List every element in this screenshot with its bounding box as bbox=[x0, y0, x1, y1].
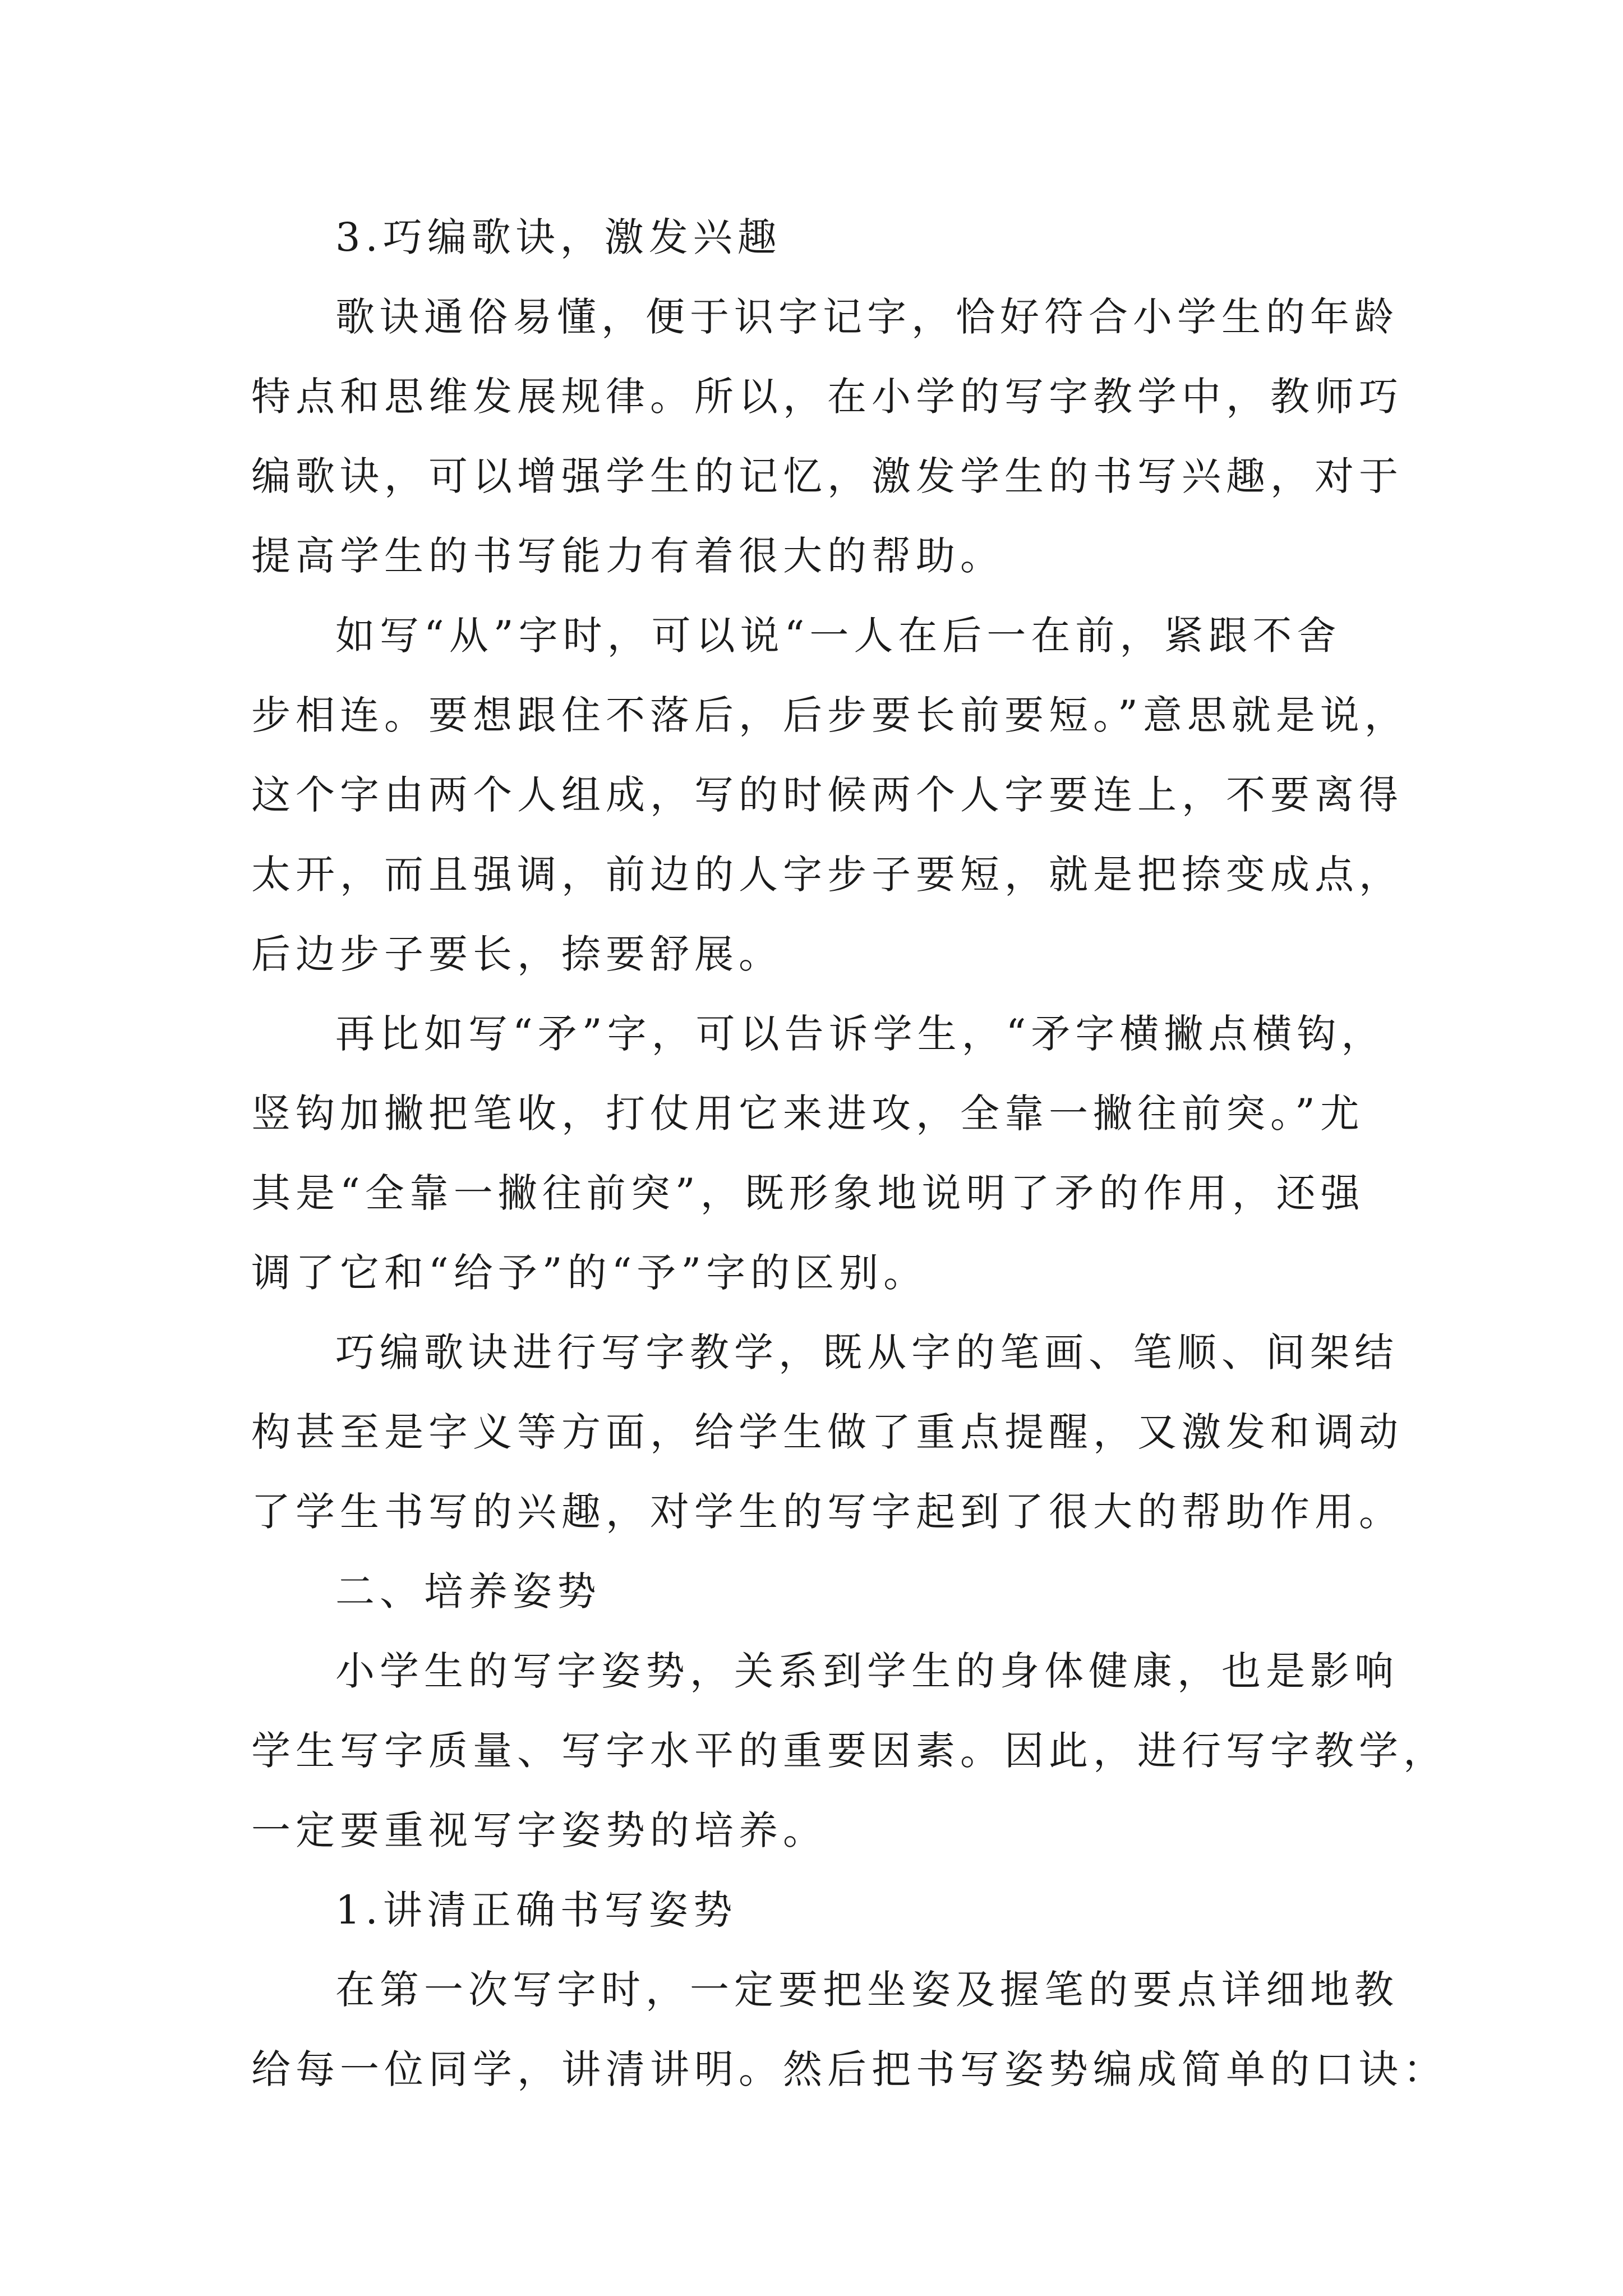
paragraph-line: 在第一次写字时，一定要把坐姿及握笔的要点详细地教 bbox=[335, 1967, 1399, 2013]
paragraph-line: 学生写字质量、写字水平的重要因素。因此，进行写字教学， bbox=[251, 1728, 1447, 1774]
section-heading: 二、培养姿势 bbox=[335, 1568, 601, 1614]
paragraph-line: 构甚至是字义等方面，给学生做了重点提醒，又激发和调动 bbox=[251, 1409, 1403, 1455]
paragraph-line: 歌诀通俗易懂，便于识字记字，恰好符合小学生的年龄 bbox=[335, 294, 1399, 340]
paragraph-line: 巧编歌诀进行写字教学，既从字的笔画、笔顺、间架结 bbox=[335, 1329, 1399, 1375]
paragraph-line: 这个字由两个人组成，写的时候两个人字要连上，不要离得 bbox=[251, 772, 1403, 818]
paragraph-line: 特点和思维发展规律。所以，在小学的写字教学中，教师巧 bbox=[251, 374, 1403, 420]
paragraph-line: 编歌诀，可以增强学生的记忆，激发学生的书写兴趣，对于 bbox=[251, 453, 1403, 499]
paragraph-line: 后边步子要长，捺要舒展。 bbox=[251, 931, 783, 977]
paragraph-line: 其是“全靠一撇往前突”，既形象地说明了矛的作用，还强 bbox=[251, 1170, 1365, 1216]
paragraph-line: 小学生的写字姿势，关系到学生的身体健康，也是影响 bbox=[335, 1648, 1399, 1694]
paragraph-line: 调了它和“给予”的“予”字的区别。 bbox=[251, 1250, 928, 1296]
paragraph-line: 太开，而且强调，前边的人字步子要短，就是把捺变成点， bbox=[251, 852, 1403, 898]
paragraph-line: 如写“从”字时，可以说“一人在后一在前，紧跟不舍 bbox=[335, 613, 1341, 659]
section-heading: 1.讲清正确书写姿势 bbox=[335, 1887, 737, 1933]
paragraph-line: 步相连。要想跟住不落后，后步要长前要短。”意思就是说， bbox=[251, 692, 1409, 738]
section-heading: 3.巧编歌诀，激发兴趣 bbox=[335, 214, 782, 260]
paragraph-line: 竖钩加撇把笔收，打仗用它来进攻，全靠一撇往前突。”尤 bbox=[251, 1091, 1364, 1137]
paragraph-line: 提高学生的书写能力有着很大的帮助。 bbox=[251, 533, 1004, 579]
paragraph-line: 了学生书写的兴趣，对学生的写字起到了很大的帮助作用。 bbox=[251, 1489, 1403, 1535]
paragraph-line: 再比如写“矛”字，可以告诉学生，“矛字横撇点横钩， bbox=[335, 1011, 1386, 1057]
paragraph-line: 一定要重视写字姿势的培养。 bbox=[251, 1807, 827, 1853]
paragraph-line: 给每一位同学，讲清讲明。然后把书写姿势编成简单的口诀： bbox=[251, 2046, 1447, 2092]
